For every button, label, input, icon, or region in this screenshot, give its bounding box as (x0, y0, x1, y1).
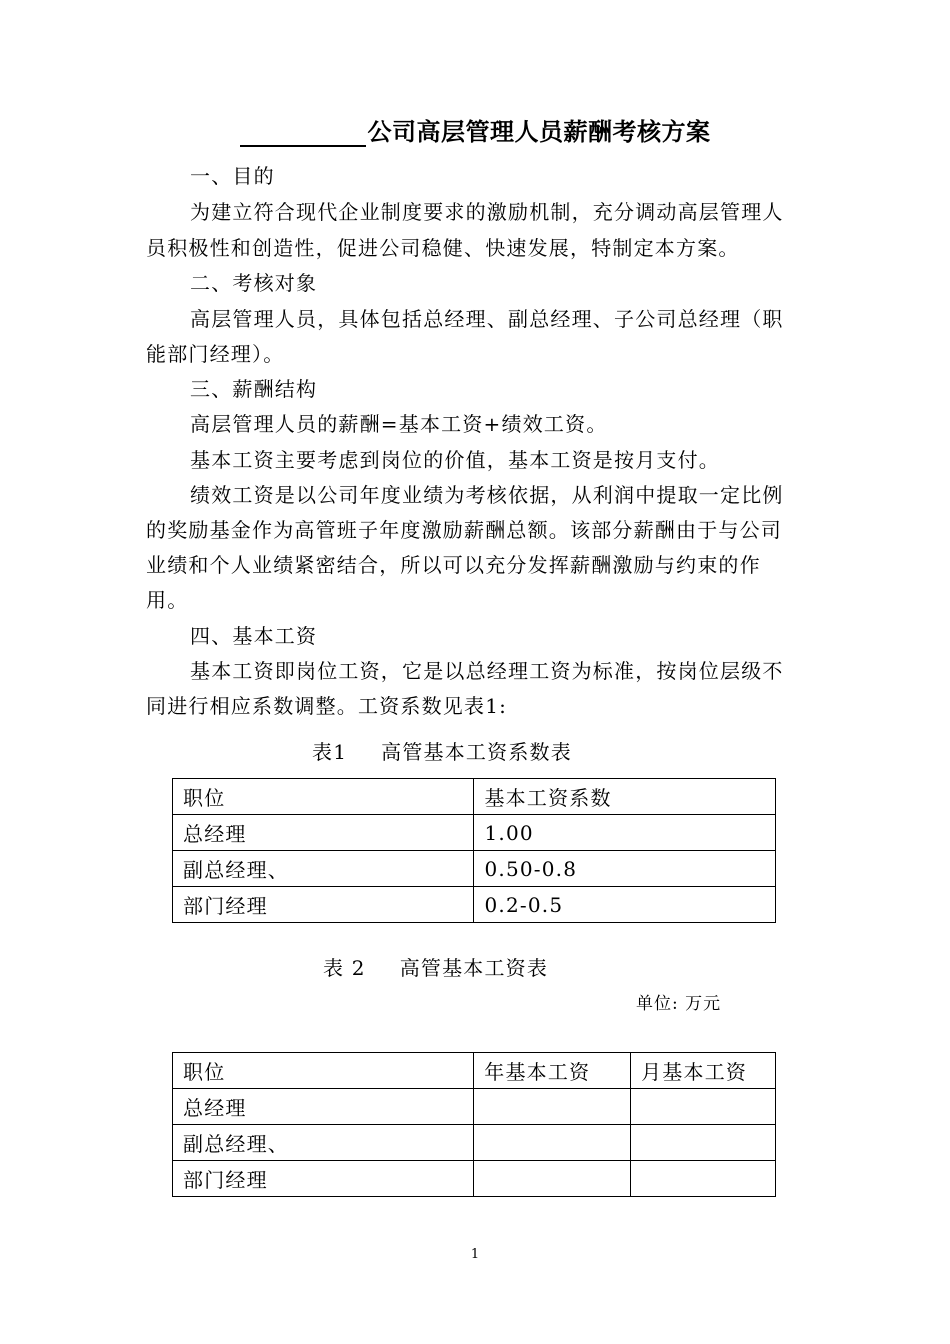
table-header-row (173, 1053, 776, 1089)
paragraph-line: 高层管理人员，具体包括总经理、副总经理、子公司总经理（职 (190, 307, 784, 331)
paragraph-line: 基本工资主要考虑到岗位的价值，基本工资是按月支付。 (190, 448, 720, 472)
table1-salary-coefficients (172, 778, 776, 923)
table1-caption: 表1 高管基本工资系数表 (312, 740, 572, 764)
table2-caption: 表 2 高管基本工资表 (323, 956, 549, 980)
table-row (173, 1125, 776, 1161)
table-cell: 部门经理 (173, 887, 474, 923)
table-cell: 0.50-0.8 (474, 851, 776, 887)
table-cell: 部门经理 (173, 1161, 474, 1197)
table-cell: 副总经理、 (173, 851, 474, 887)
table-cell (631, 1089, 776, 1125)
paragraph-line: 用。 (146, 588, 189, 612)
table-cell: 副总经理、 (173, 1125, 474, 1161)
table-header-cell: 年基本工资 (474, 1053, 631, 1089)
table-cell (474, 1125, 631, 1161)
table-cell (631, 1161, 776, 1197)
table-header-cell: 职位 (173, 779, 474, 815)
section-heading-target: 二、考核对象 (190, 271, 318, 295)
table-cell (631, 1125, 776, 1161)
table-header-cell: 基本工资系数 (474, 779, 776, 815)
section-heading-basic-salary: 四、基本工资 (190, 624, 318, 648)
table-cell (474, 1161, 631, 1197)
paragraph-line: 能部门经理）。 (146, 342, 285, 366)
table-row (173, 851, 776, 887)
table-cell: 1.00 (474, 815, 776, 851)
document-title: 公司高层管理人员薪酬考核方案 (0, 112, 950, 147)
paragraph-line: 高层管理人员的薪酬=基本工资+绩效工资。 (190, 412, 608, 436)
paragraph-line: 同进行相应系数调整。工资系数见表1: (146, 694, 508, 718)
paragraph-line: 业绩和个人业绩紧密结合，所以可以充分发挥薪酬激励与约束的作 (146, 553, 761, 577)
paragraph-line: 的奖励基金作为高管班子年度激励薪酬总额。该部分薪酬由于与公司 (146, 518, 782, 542)
section-heading-purpose: 一、目的 (190, 164, 275, 188)
table-row (173, 1161, 776, 1197)
paragraph-line: 为建立符合现代企业制度要求的激励机制，充分调动高层管理人 (190, 200, 784, 224)
table-cell: 0.2-0.5 (474, 887, 776, 923)
table-cell: 总经理 (173, 1089, 474, 1125)
paragraph-line: 基本工资即岗位工资，它是以总经理工资为标准，按岗位层级不 (190, 659, 784, 683)
table-header-cell: 职位 (173, 1053, 474, 1089)
table-cell: 总经理 (173, 815, 474, 851)
table2-unit-label: 单位: 万元 (636, 994, 722, 1014)
page-number: 1 (470, 1247, 480, 1262)
table2-basic-salary (172, 1052, 776, 1197)
table-header-cell: 月基本工资 (631, 1053, 776, 1089)
table-cell (474, 1089, 631, 1125)
table-row (173, 815, 776, 851)
table-header-row (173, 779, 776, 815)
table-row (173, 1089, 776, 1125)
title-blank-line (240, 125, 366, 147)
section-heading-structure: 三、薪酬结构 (190, 377, 318, 401)
table-row (173, 887, 776, 923)
paragraph-line: 绩效工资是以公司年度业绩为考核依据，从利润中提取一定比例 (190, 483, 784, 507)
paragraph-line: 员积极性和创造性，促进公司稳健、快速发展，特制定本方案。 (146, 236, 740, 260)
